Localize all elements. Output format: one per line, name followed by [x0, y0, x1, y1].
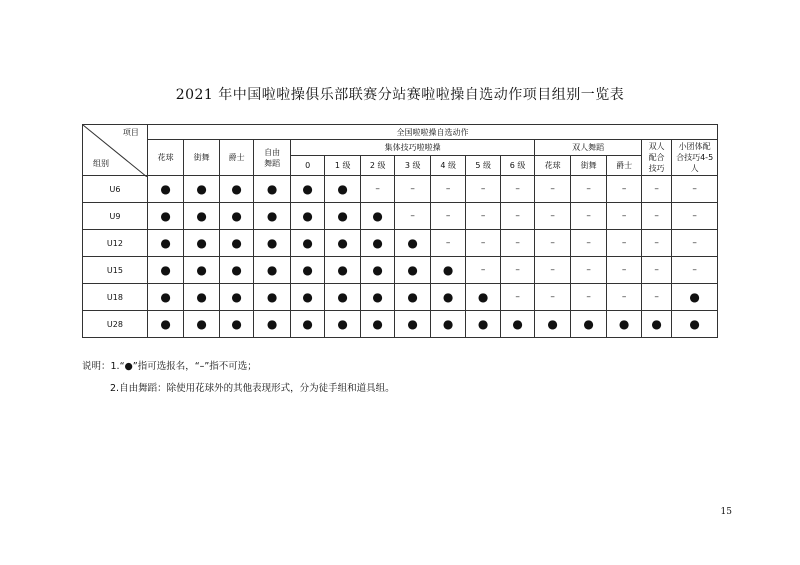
available-cell [466, 284, 500, 311]
available-cell [325, 257, 361, 284]
page-number: 15 [720, 507, 732, 517]
available-cell [325, 203, 361, 230]
unavailable-cell [430, 176, 466, 203]
filled-dot-icon: ● [337, 262, 348, 277]
available-cell [147, 230, 184, 257]
page-title: 2021 年中国啦啦操俱乐部联赛分站赛啦啦操自选动作项目组别一览表 [175, 87, 625, 103]
unavailable-cell [672, 176, 718, 203]
dash-icon: – [586, 211, 591, 221]
dash-icon: – [550, 238, 555, 248]
col-pair-sub: 爵士 [607, 156, 641, 176]
filled-dot-icon: ● [337, 316, 348, 331]
filled-dot-icon: ● [372, 235, 383, 250]
filled-dot-icon: ● [231, 289, 242, 304]
unavailable-cell [430, 230, 466, 257]
col-level: 3 级 [395, 156, 431, 176]
available-cell [147, 257, 184, 284]
unavailable-cell [466, 176, 500, 203]
available-cell [360, 284, 394, 311]
unavailable-cell [500, 203, 534, 230]
dash-icon: – [621, 211, 627, 221]
unavailable-cell [570, 230, 607, 257]
unavailable-cell [607, 230, 641, 257]
row-label: U18 [83, 284, 148, 311]
available-cell [290, 203, 324, 230]
available-cell [325, 284, 361, 311]
filled-dot-icon: ● [302, 181, 313, 196]
filled-dot-icon: ● [266, 208, 278, 223]
available-cell [254, 311, 291, 338]
filled-dot-icon: ● [337, 235, 348, 250]
unavailable-cell [672, 203, 718, 230]
dash-icon: – [654, 184, 659, 194]
available-cell [325, 230, 361, 257]
available-cell [360, 203, 394, 230]
available-cell [325, 311, 361, 338]
project-group-table [82, 124, 718, 338]
filled-dot-icon: ● [442, 262, 454, 277]
unavailable-cell [360, 176, 394, 203]
filled-dot-icon: ● [231, 208, 242, 223]
unavailable-cell [607, 203, 641, 230]
col-level: 4 级 [430, 156, 466, 176]
filled-dot-icon: ● [583, 316, 594, 331]
available-cell [430, 257, 466, 284]
note-line-1: 说明：1.“●”指可选报名，“–”指不可选； [82, 361, 257, 372]
available-cell [219, 203, 253, 230]
filled-dot-icon: ● [196, 181, 207, 196]
col-shuangren-peihe [641, 140, 671, 176]
unavailable-cell [535, 230, 571, 257]
filled-dot-icon: ● [407, 316, 418, 331]
filled-dot-icon: ● [442, 316, 454, 331]
dash-icon: – [692, 184, 697, 194]
dash-icon: – [621, 184, 627, 194]
unavailable-cell [641, 230, 671, 257]
filled-dot-icon: ● [266, 235, 278, 250]
available-cell [184, 284, 220, 311]
available-cell [395, 230, 431, 257]
available-cell [360, 230, 394, 257]
available-cell [290, 176, 324, 203]
available-cell [466, 311, 500, 338]
available-cell [395, 311, 431, 338]
dash-icon: – [445, 184, 451, 194]
col-level: 0 [290, 156, 324, 176]
available-cell [184, 176, 220, 203]
unavailable-cell [607, 284, 641, 311]
filled-dot-icon: ● [266, 289, 278, 304]
available-cell [430, 311, 466, 338]
unavailable-cell [641, 257, 671, 284]
filled-dot-icon: ● [337, 181, 348, 196]
available-cell [147, 311, 184, 338]
dash-icon: – [586, 238, 591, 248]
available-cell [147, 203, 184, 230]
col-level: 5 级 [466, 156, 500, 176]
unavailable-cell [500, 284, 534, 311]
available-cell [254, 257, 291, 284]
filled-dot-icon: ● [160, 316, 171, 331]
dash-icon: – [586, 265, 591, 275]
available-cell [219, 284, 253, 311]
dash-icon: – [692, 238, 697, 248]
col-shuangren-peihe-label: 双人配合技巧 [648, 142, 665, 173]
filled-dot-icon: ● [160, 262, 171, 277]
unavailable-cell [535, 284, 571, 311]
filled-dot-icon: ● [302, 262, 313, 277]
table-row [83, 311, 718, 338]
filled-dot-icon: ● [512, 316, 523, 331]
unavailable-cell [570, 284, 607, 311]
row-label: U6 [83, 176, 148, 203]
filled-dot-icon: ● [477, 316, 489, 331]
filled-dot-icon: ● [372, 316, 383, 331]
available-cell [184, 311, 220, 338]
filled-dot-icon: ● [302, 316, 313, 331]
col-jiti: 集体技巧啦啦操 [290, 140, 534, 156]
unavailable-cell [641, 203, 671, 230]
filled-dot-icon: ● [266, 181, 278, 196]
col-ziyou-label: 自由舞蹈 [264, 147, 281, 168]
filled-dot-icon: ● [196, 208, 207, 223]
available-cell [290, 311, 324, 338]
filled-dot-icon: ● [231, 316, 242, 331]
available-cell [570, 311, 607, 338]
dash-icon: – [654, 292, 659, 302]
dash-icon: – [375, 184, 380, 194]
filled-dot-icon: ● [689, 316, 700, 331]
dash-icon: – [586, 292, 591, 302]
unavailable-cell [466, 257, 500, 284]
unavailable-cell [641, 176, 671, 203]
available-cell [290, 284, 324, 311]
corner-project-label: 项目 [122, 128, 139, 137]
table-row [83, 257, 718, 284]
col-pair-sub: 街舞 [570, 156, 607, 176]
col-jiewu: 街舞 [184, 140, 220, 176]
unavailable-cell [570, 203, 607, 230]
unavailable-cell [500, 257, 534, 284]
table-row [83, 230, 718, 257]
available-cell [219, 311, 253, 338]
filled-dot-icon: ● [407, 289, 418, 304]
note-line-2: 2.自由舞蹈：除使用花球外的其他表现形式，分为徒手组和道具组。 [110, 383, 395, 394]
col-level: 6 级 [500, 156, 534, 176]
filled-dot-icon: ● [302, 289, 313, 304]
dash-icon: – [445, 211, 451, 221]
unavailable-cell [535, 176, 571, 203]
available-cell [219, 230, 253, 257]
unavailable-cell [607, 176, 641, 203]
unavailable-cell [607, 257, 641, 284]
available-cell [641, 311, 671, 338]
available-cell [325, 176, 361, 203]
col-level: 1 级 [325, 156, 361, 176]
col-jueshi: 爵士 [219, 140, 253, 176]
filled-dot-icon: ● [196, 316, 207, 331]
unavailable-cell [395, 176, 431, 203]
dash-icon: – [515, 184, 520, 194]
filled-dot-icon: ● [160, 289, 171, 304]
dash-icon: – [692, 265, 697, 275]
available-cell [672, 311, 718, 338]
unavailable-cell [570, 176, 607, 203]
available-cell [184, 203, 220, 230]
unavailable-cell [430, 203, 466, 230]
unavailable-cell [672, 257, 718, 284]
dash-icon: – [621, 265, 627, 275]
row-label: U12 [83, 230, 148, 257]
filled-dot-icon: ● [651, 316, 662, 331]
col-xiaotuanti-label: 小团体配合技巧4-5 人 [676, 142, 714, 173]
unavailable-cell [500, 176, 534, 203]
unavailable-cell [570, 257, 607, 284]
col-shuangren: 双人舞蹈 [535, 140, 642, 156]
row-label: U28 [83, 311, 148, 338]
dash-icon: – [480, 184, 486, 194]
filled-dot-icon: ● [407, 235, 418, 250]
available-cell [147, 176, 184, 203]
table-row [83, 176, 718, 203]
dash-icon: – [654, 265, 659, 275]
available-cell [254, 203, 291, 230]
filled-dot-icon: ● [160, 235, 171, 250]
available-cell [147, 284, 184, 311]
dash-icon: – [654, 211, 659, 221]
filled-dot-icon: ● [160, 181, 171, 196]
notes [82, 356, 395, 400]
filled-dot-icon: ● [266, 316, 278, 331]
corner-group-label: 组别 [93, 159, 109, 168]
unavailable-cell [466, 203, 500, 230]
corner-header-cell [83, 125, 148, 176]
col-ziyou [254, 140, 291, 176]
table-row [83, 203, 718, 230]
table-body [83, 176, 718, 338]
col-huaqiu: 花球 [147, 140, 184, 176]
available-cell [254, 230, 291, 257]
dash-icon: – [550, 184, 555, 194]
available-cell [184, 257, 220, 284]
col-pair-sub: 花球 [535, 156, 571, 176]
filled-dot-icon: ● [689, 289, 700, 304]
filled-dot-icon: ● [196, 262, 207, 277]
dash-icon: – [480, 238, 486, 248]
filled-dot-icon: ● [547, 316, 558, 331]
dash-icon: – [550, 211, 555, 221]
unavailable-cell [395, 203, 431, 230]
dash-icon: – [410, 184, 415, 194]
available-cell [607, 311, 641, 338]
available-cell [360, 311, 394, 338]
dash-icon: – [515, 292, 520, 302]
dash-icon: – [445, 238, 451, 248]
available-cell [254, 284, 291, 311]
filled-dot-icon: ● [231, 235, 242, 250]
unavailable-cell [466, 230, 500, 257]
filled-dot-icon: ● [372, 262, 383, 277]
table-row [83, 284, 718, 311]
dash-icon: – [586, 184, 591, 194]
filled-dot-icon: ● [618, 316, 630, 331]
filled-dot-icon: ● [160, 208, 171, 223]
unavailable-cell [672, 230, 718, 257]
filled-dot-icon: ● [196, 235, 207, 250]
available-cell [430, 284, 466, 311]
available-cell [290, 230, 324, 257]
available-cell [290, 257, 324, 284]
filled-dot-icon: ● [477, 289, 489, 304]
available-cell [219, 257, 253, 284]
dash-icon: – [654, 238, 659, 248]
filled-dot-icon: ● [337, 208, 348, 223]
available-cell [500, 311, 534, 338]
unavailable-cell [641, 284, 671, 311]
col-level: 2 级 [360, 156, 394, 176]
unavailable-cell [535, 203, 571, 230]
dash-icon: – [621, 238, 627, 248]
unavailable-cell [500, 230, 534, 257]
available-cell [219, 176, 253, 203]
dash-icon: – [550, 265, 555, 275]
filled-dot-icon: ● [372, 289, 383, 304]
available-cell [395, 284, 431, 311]
dash-icon: – [515, 211, 520, 221]
available-cell [254, 176, 291, 203]
filled-dot-icon: ● [337, 289, 348, 304]
available-cell [360, 257, 394, 284]
available-cell [395, 257, 431, 284]
dash-icon: – [480, 265, 486, 275]
row-label: U9 [83, 203, 148, 230]
col-xiaotuanti [672, 140, 718, 176]
filled-dot-icon: ● [372, 208, 383, 223]
dash-icon: – [410, 211, 415, 221]
unavailable-cell [535, 257, 571, 284]
filled-dot-icon: ● [196, 289, 207, 304]
available-cell [672, 284, 718, 311]
filled-dot-icon: ● [231, 262, 242, 277]
filled-dot-icon: ● [302, 235, 313, 250]
available-cell [535, 311, 571, 338]
row-label: U15 [83, 257, 148, 284]
dash-icon: – [621, 292, 627, 302]
filled-dot-icon: ● [302, 208, 313, 223]
dash-icon: – [692, 211, 697, 221]
dash-icon: – [550, 292, 555, 302]
dash-icon: – [480, 211, 486, 221]
filled-dot-icon: ● [442, 289, 454, 304]
filled-dot-icon: ● [266, 262, 278, 277]
dash-icon: – [515, 265, 520, 275]
group-header: 全国啦啦操自选动作 [147, 125, 717, 140]
dash-icon: – [515, 238, 520, 248]
available-cell [184, 230, 220, 257]
filled-dot-icon: ● [407, 262, 418, 277]
filled-dot-icon: ● [231, 181, 242, 196]
